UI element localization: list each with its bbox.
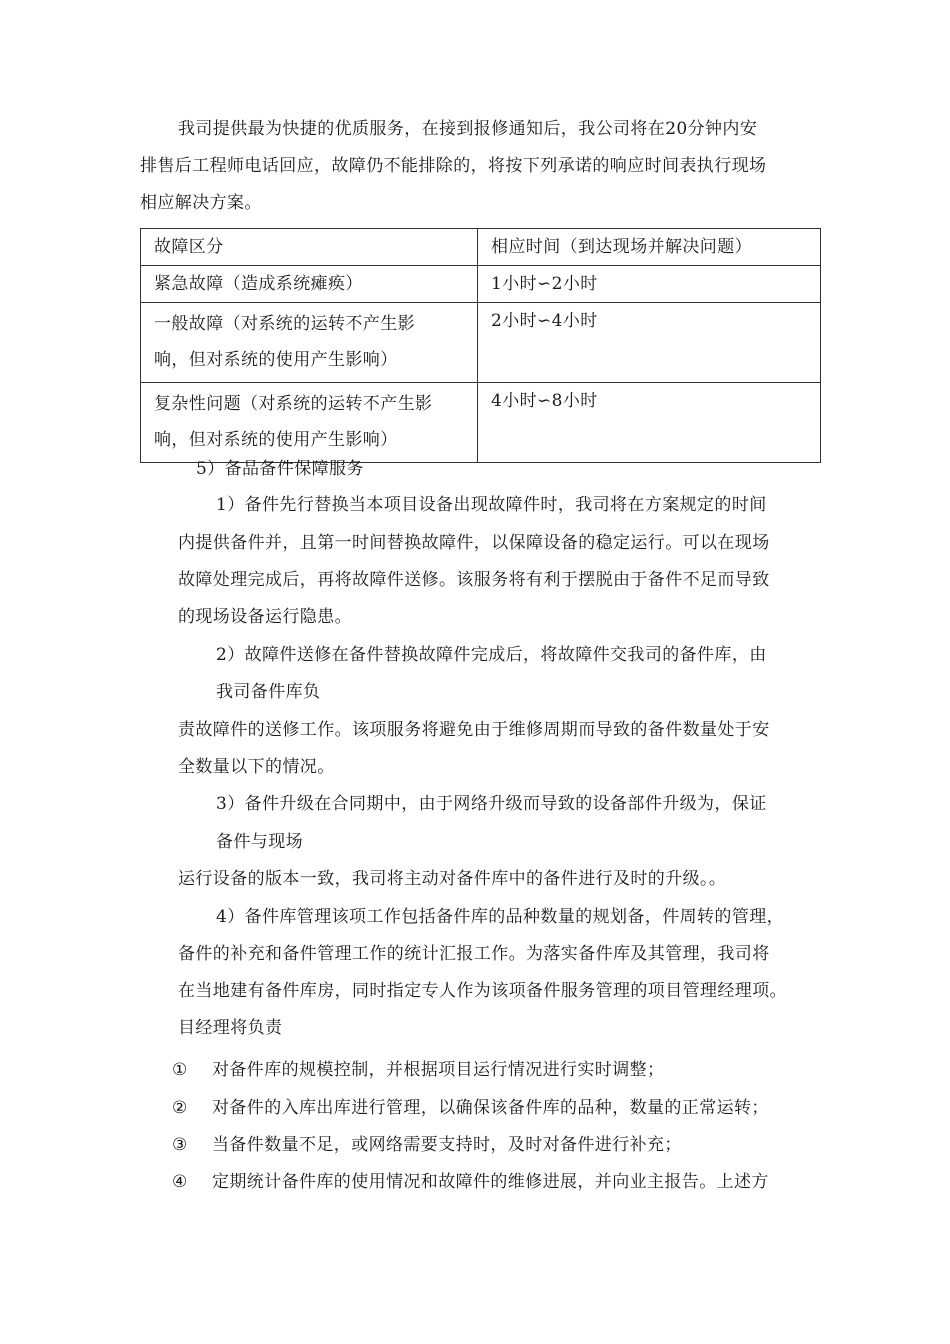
time-cell: 1小时∽2小时 <box>478 266 821 303</box>
list-item: 当备件数量不足，或网络需要支持时，及时对备件进行补充； <box>212 1135 682 1155</box>
list-item: 对备件库的规模控制，并根据项目运行情况进行实时调整； <box>212 1060 665 1080</box>
p2-line-2: 我司备件库负 <box>216 682 321 702</box>
p1-line-2: 内提供备件并，且第一时间替换故障件，以保障设备的稳定运行。可以在现场 <box>178 533 770 553</box>
list-item: 对备件的入库出库进行管理，以确保该备件库的品种，数量的正常运转； <box>212 1098 769 1118</box>
p2-line-3: 责故障件的送修工作。该项服务将避免由于维修周期而导致的备件数量处于安 <box>178 720 770 740</box>
p3-line-2: 备件与现场 <box>216 832 303 852</box>
intro-line-1: 我司提供最为快捷的优质服务，在接到报修通知后，我公司将在20分钟内安 <box>178 119 758 139</box>
p1-line-4: 的现场设备运行隐患。 <box>178 607 352 627</box>
p4-line-1: 4）备件库管理该项工作包括备件库的品种数量的规划备，件周转的管理， <box>216 907 785 927</box>
list-marker: ② <box>172 1098 188 1118</box>
fault-cell: 一般故障（对系统的运转不产生影 响，但对系统的使用产生影响） <box>141 303 478 383</box>
response-time-table <box>140 228 821 463</box>
table-row <box>141 303 821 383</box>
p3-line-3: 运行设备的版本一致，我司将主动对备件库中的备件进行及时的升级。。 <box>178 869 727 889</box>
list-marker: ③ <box>172 1135 188 1155</box>
p4-line-2: 备件的补充和备件管理工作的统计汇报工作。为落实备件库及其管理，我司将 <box>178 944 770 964</box>
table-row <box>141 383 821 463</box>
p4-line-3: 在当地建有备件库房，同时指定专人作为该项备件服务管理的项目管理经理项。 <box>178 981 787 1001</box>
list-marker: ① <box>172 1060 188 1080</box>
intro-line-3: 相应解决方案。 <box>140 193 262 213</box>
p3-line-1: 3）备件升级在合同期中，由于网络升级而导致的设备部件升级为，保证 <box>216 794 767 814</box>
table-row <box>141 266 821 303</box>
fault-cell: 紧急故障（造成系统瘫痪） <box>141 266 478 303</box>
section-heading: 5）备品备件保障服务 <box>196 459 364 479</box>
time-cell: 2小时∽4小时 <box>478 303 821 383</box>
p2-line-1: 2）故障件送修在备件替换故障件完成后，将故障件交我司的备件库，由 <box>216 645 767 665</box>
time-cell: 4小时∽8小时 <box>478 383 821 463</box>
p2-line-4: 全数量以下的情况。 <box>178 757 335 777</box>
list-marker: ④ <box>172 1172 188 1192</box>
p1-line-1: 1）备件先行替换当本项目设备出现故障件时，我司将在方案规定的时间 <box>216 495 767 515</box>
fault-cell: 复杂性问题（对系统的运转不产生影 响，但对系统的使用产生影响） <box>141 383 478 463</box>
p1-line-3: 故障处理完成后，再将故障件送修。该服务将有利于摆脱由于备件不足而导致 <box>178 570 770 590</box>
list-item: 定期统计备件库的使用情况和故障件的维修进展，并向业主报告。上述方 <box>212 1172 769 1192</box>
intro-line-2: 排售后工程师电话回应，故障仍不能排除的，将按下列承诺的响应时间表执行现场 <box>140 156 767 176</box>
table-header-time: 相应时间（到达现场并解决问题） <box>478 229 821 266</box>
table-header-fault: 故障区分 <box>141 229 478 266</box>
p4-line-4: 目经理将负责 <box>178 1018 283 1038</box>
table-header-row <box>141 229 821 266</box>
